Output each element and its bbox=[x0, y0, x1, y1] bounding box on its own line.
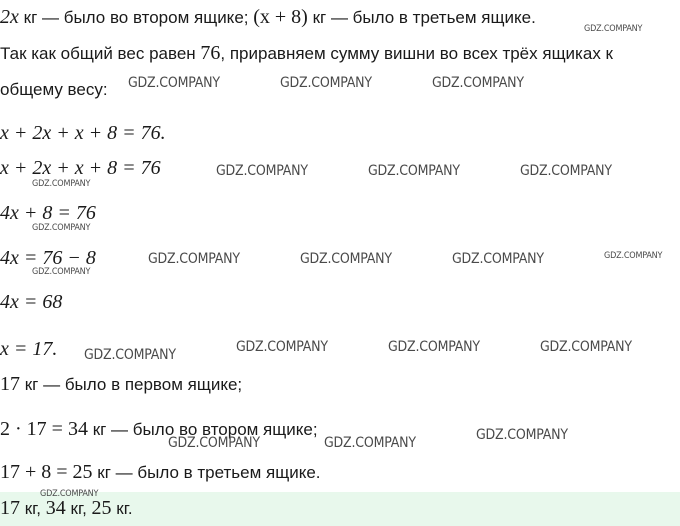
line-2-num: 76 bbox=[200, 42, 221, 64]
result-2-text: кг — было во втором ящике; bbox=[92, 420, 318, 439]
watermark: GDZ.COMPANY bbox=[32, 267, 91, 277]
watermark: GDZ.COMPANY bbox=[280, 75, 372, 91]
line-2-text: Так как общий вес равен bbox=[0, 44, 196, 63]
answer-line bbox=[0, 497, 133, 520]
line-1 bbox=[0, 6, 536, 29]
line-1-text: кг — было во втором ящике; bbox=[23, 8, 249, 27]
math-x-plus-8: (x + 8) bbox=[253, 6, 308, 28]
answer-num-2: 34 bbox=[45, 497, 66, 519]
watermark: GDZ.COMPANY bbox=[540, 339, 632, 355]
line-3 bbox=[0, 80, 108, 100]
watermark: GDZ.COMPANY bbox=[148, 251, 240, 267]
result-3 bbox=[0, 461, 321, 484]
result-2 bbox=[0, 418, 318, 441]
result-1 bbox=[0, 373, 242, 396]
watermark: GDZ.COMPANY bbox=[300, 251, 392, 267]
watermark: GDZ.COMPANY bbox=[432, 75, 524, 91]
answer-text-3: кг. bbox=[116, 499, 133, 518]
watermark: GDZ.COMPANY bbox=[476, 427, 568, 443]
watermark: GDZ.COMPANY bbox=[128, 75, 220, 91]
watermark: GDZ.COMPANY bbox=[388, 339, 480, 355]
result-1-num: 17 bbox=[0, 373, 20, 395]
equation-5: 4x = 68 bbox=[0, 291, 63, 313]
watermark: GDZ.COMPANY bbox=[168, 435, 260, 451]
watermark: GDZ.COMPANY bbox=[40, 489, 99, 499]
equation-3: 4x + 8 = 76 bbox=[0, 202, 96, 224]
watermark: GDZ.COMPANY bbox=[84, 347, 176, 363]
watermark: GDZ.COMPANY bbox=[584, 24, 643, 34]
watermark: GDZ.COMPANY bbox=[32, 223, 91, 233]
watermark: GDZ.COMPANY bbox=[452, 251, 544, 267]
result-1-text: кг — было в первом ящике; bbox=[24, 375, 243, 394]
answer-text-2: кг, bbox=[70, 499, 87, 518]
watermark: GDZ.COMPANY bbox=[32, 179, 91, 189]
answer-num-1: 17 bbox=[0, 497, 20, 519]
answer-text-1: кг, bbox=[24, 499, 42, 518]
watermark: GDZ.COMPANY bbox=[236, 339, 328, 355]
equation-6: x = 17. bbox=[0, 338, 58, 360]
result-3-math: 17 + 8 = 25 bbox=[0, 461, 93, 483]
line-2-text2: , приравняем сумму вишни во всех трёх ящиках к bbox=[220, 44, 613, 63]
line-3-text: общему весу: bbox=[0, 80, 108, 99]
watermark: GDZ.COMPANY bbox=[520, 163, 612, 179]
line-1-text2: кг — было в третьем ящике. bbox=[312, 8, 536, 27]
answer-num-3: 25 bbox=[91, 497, 112, 519]
equation-1: x + 2x + x + 8 = 76. bbox=[0, 122, 166, 144]
equation-2: x + 2x + x + 8 = 76 bbox=[0, 157, 161, 179]
watermark: GDZ.COMPANY bbox=[324, 435, 416, 451]
equation-4: 4x = 76 − 8 bbox=[0, 247, 96, 269]
watermark: GDZ.COMPANY bbox=[216, 163, 308, 179]
result-3-text: кг — было в третьем ящике. bbox=[97, 463, 321, 482]
result-2-math: 2 · 17 = 34 bbox=[0, 418, 88, 440]
watermark: GDZ.COMPANY bbox=[368, 163, 460, 179]
watermark: GDZ.COMPANY bbox=[604, 251, 663, 261]
line-2 bbox=[0, 42, 613, 65]
math-2x: 2x bbox=[0, 6, 19, 28]
